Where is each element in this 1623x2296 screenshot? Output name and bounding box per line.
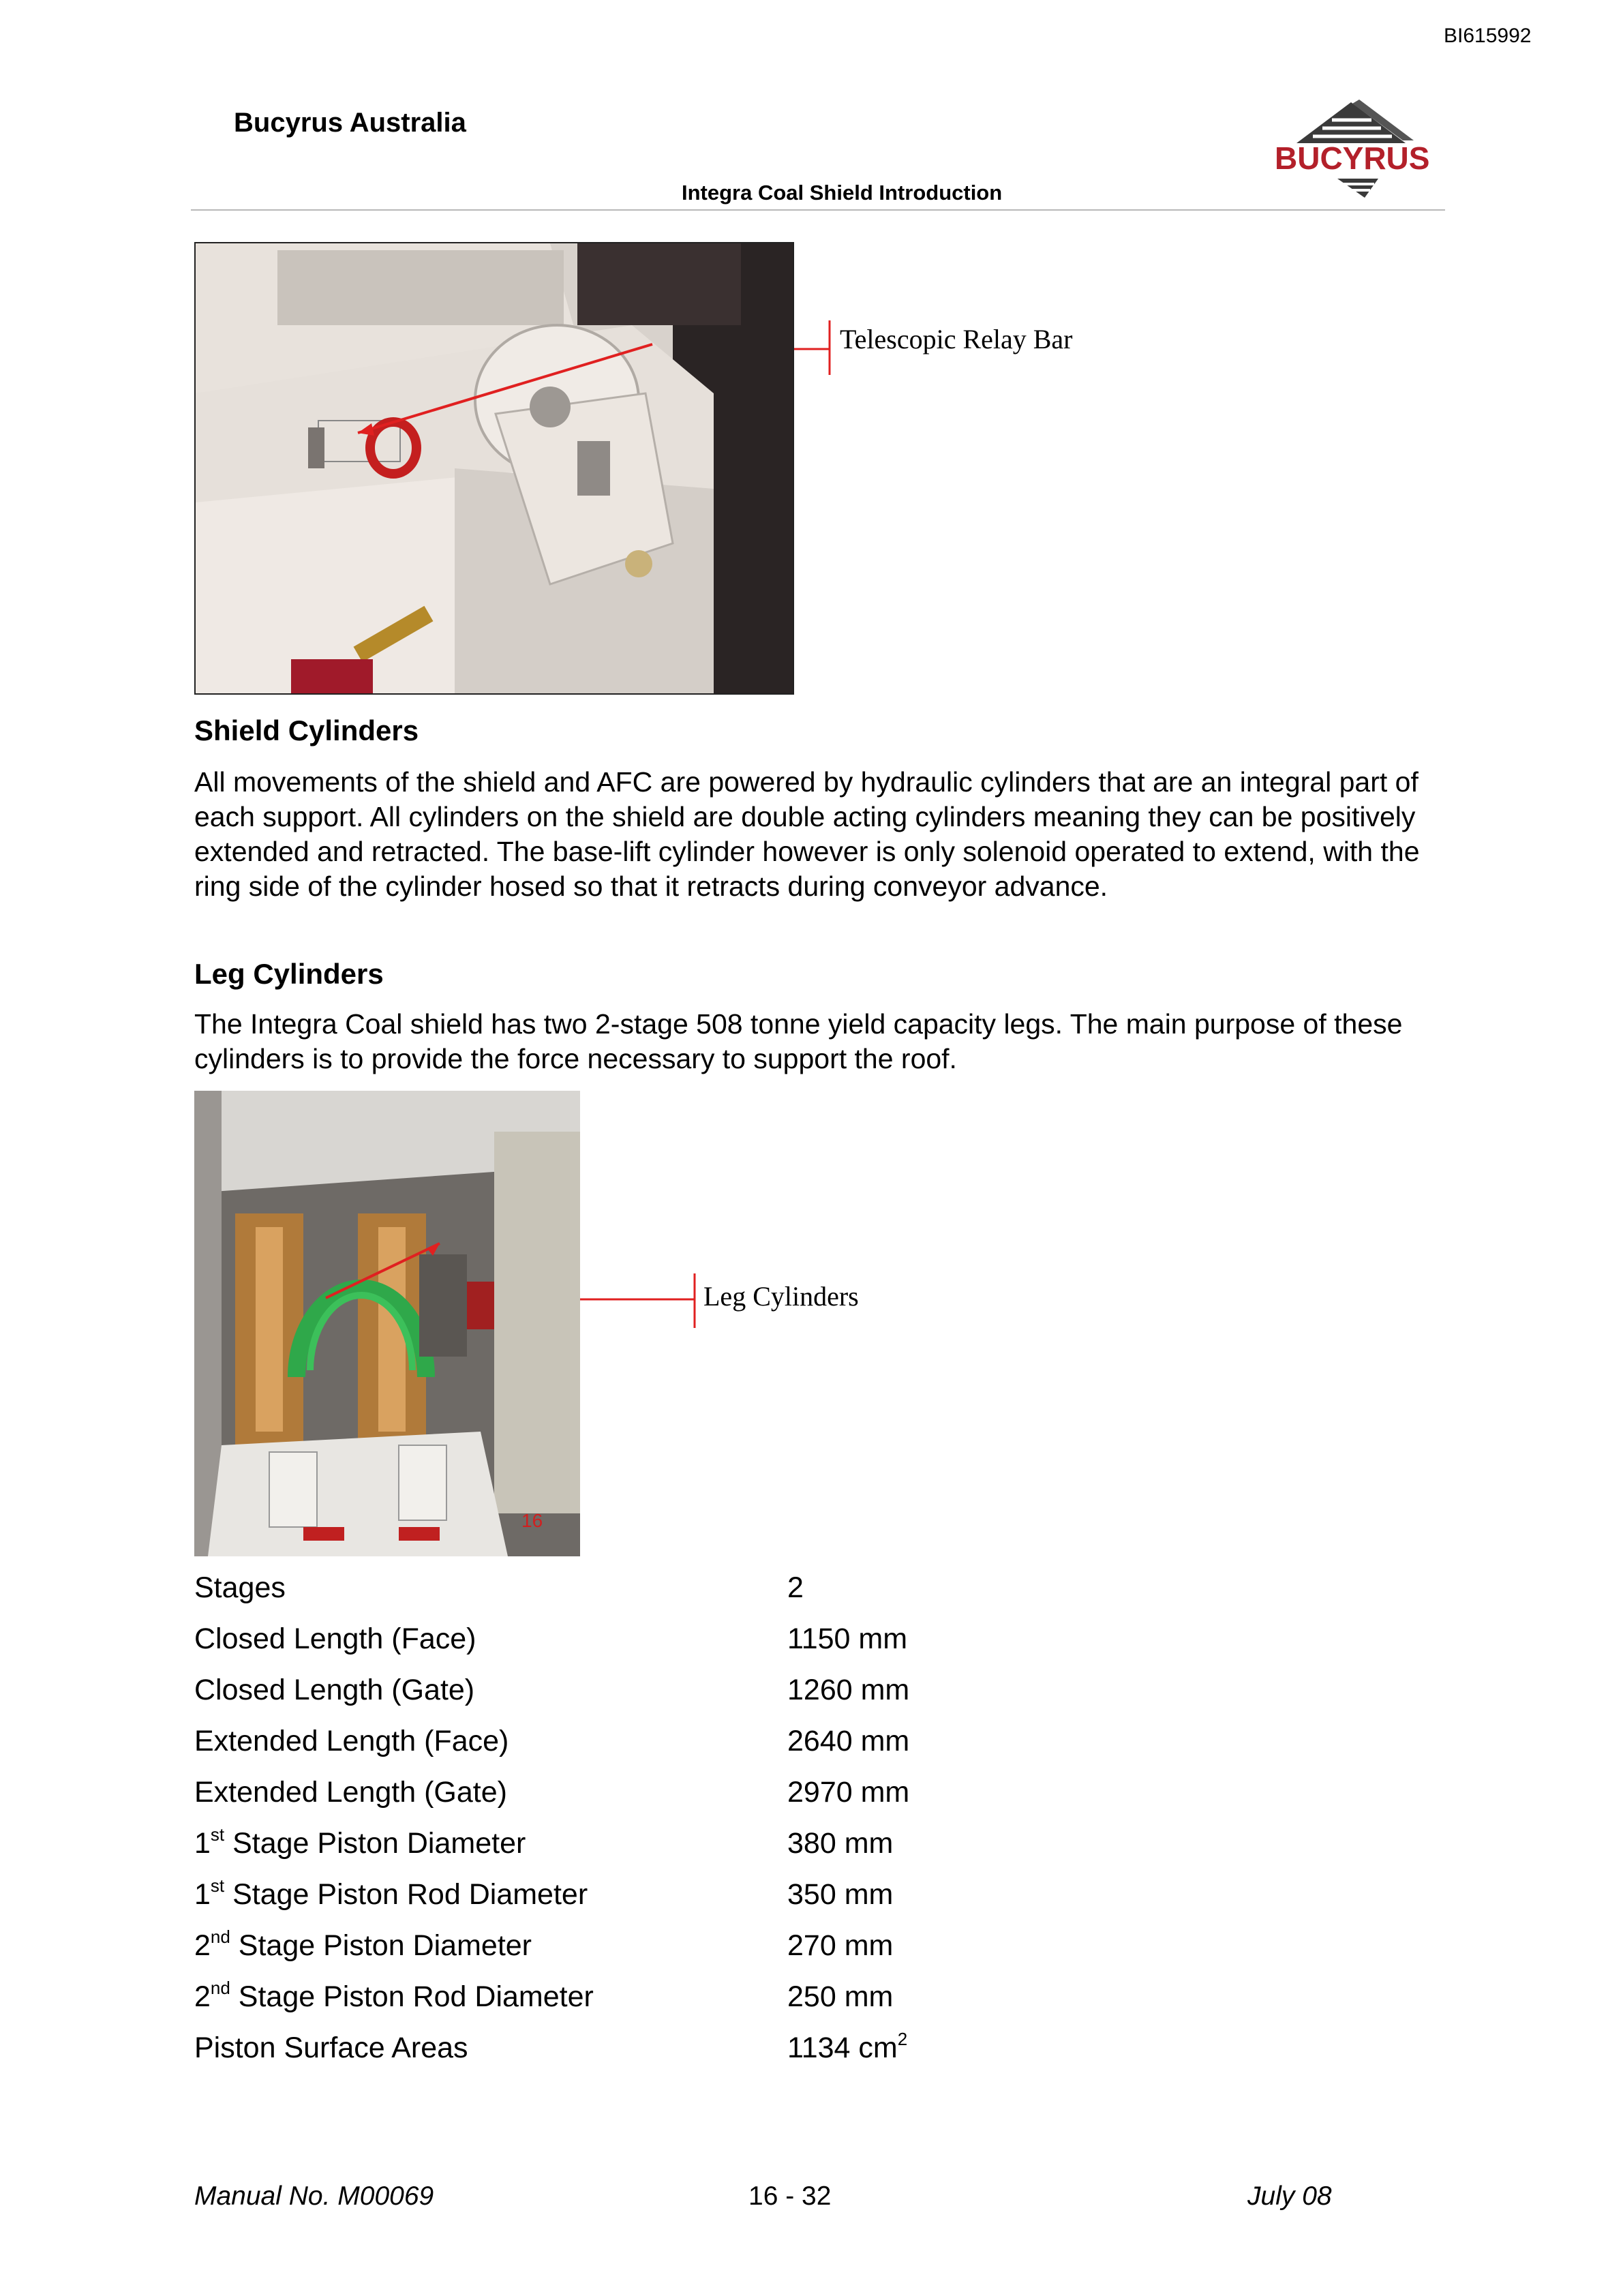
company-name: Bucyrus Australia: [234, 108, 466, 138]
spec-value: 250 mm: [787, 1980, 894, 2013]
footer-date: July 08: [1247, 2181, 1332, 2211]
spec-label: 2nd Stage Piston Rod Diameter: [194, 1978, 594, 2013]
spec-row: [194, 1875, 1080, 1919]
shield-cylinders-heading: Shield Cylinders: [194, 714, 419, 746]
spec-value: 2970 mm: [787, 1776, 910, 1809]
relay-bar-callout: Telescopic Relay Bar: [840, 324, 1073, 354]
leg-cylinders-callout: Leg Cylinders: [703, 1281, 859, 1312]
spec-value: 1260 mm: [787, 1674, 910, 1706]
footer-page-number: 16 - 32: [748, 2181, 832, 2211]
relay-bar-photo: [194, 242, 794, 695]
document-id: BI615992: [1444, 25, 1532, 47]
bucyrus-logo: [1269, 95, 1446, 205]
spec-label: 2nd Stage Piston Diameter: [194, 1927, 532, 1962]
spec-row: [194, 1674, 1080, 1715]
spec-row: [194, 1776, 1080, 1817]
callout-bracket-1: [794, 320, 835, 375]
spec-row: [194, 1622, 1080, 1663]
spec-row: [194, 1824, 1080, 1868]
spec-label: Closed Length (Face): [194, 1622, 476, 1655]
spec-label: Piston Surface Areas: [194, 2031, 468, 2064]
spec-label: Extended Length (Gate): [194, 1776, 507, 1809]
spec-value: 1150 mm: [787, 1622, 908, 1655]
spec-row: [194, 1929, 1080, 1970]
header-rule: [191, 209, 1445, 211]
document-subtitle: Integra Coal Shield Introduction: [682, 181, 1003, 205]
callout-bracket-2: [580, 1273, 700, 1328]
spec-row: [194, 1571, 1080, 1612]
spec-value: 2: [787, 1571, 804, 1604]
spec-value: 2640 mm: [787, 1725, 910, 1757]
logo-wordmark: BUCYRUS: [1275, 140, 1430, 176]
relay-bar-illustration: [196, 243, 793, 693]
spec-value: 350 mm: [787, 1878, 894, 1911]
spec-label: 1st Stage Piston Diameter: [194, 1824, 526, 1860]
spec-row: [194, 1725, 1080, 1766]
leg-cylinders-photo: [194, 1091, 580, 1556]
spec-label: Extended Length (Face): [194, 1725, 509, 1757]
photo-marking: 16: [521, 1510, 543, 1531]
leg-cylinders-paragraph: The Integra Coal shield has two 2-stage 508 tonne yield capacity legs. The main purpose of these cylinders is to provide the force necessary to support the roof.: [194, 1008, 1403, 1074]
spec-value: 380 mm: [787, 1827, 894, 1860]
spec-row: [194, 1980, 1080, 2021]
leg-cylinders-illustration: [194, 1091, 580, 1556]
spec-label: Stages: [194, 1571, 286, 1604]
shield-cylinders-paragraph: All movements of the shield and AFC are powered by hydraulic cylinders that are an integral part of each support. All cylinders on the shield are double acting cylinders meaning they can be positively extended and retracted. The base-lift cylinder however is only solenoid operated to extend, with the ring side of the cylinder hosed so that it retracts during conveyor advance.: [194, 766, 1420, 902]
spec-label: 1st Stage Piston Rod Diameter: [194, 1875, 588, 1911]
leg-cylinders-heading: Leg Cylinders: [194, 958, 384, 990]
footer-manual-number: Manual No. M00069: [194, 2181, 434, 2211]
spec-label: Closed Length (Gate): [194, 1674, 475, 1706]
spec-value: 270 mm: [787, 1929, 894, 1962]
spec-row: [194, 2031, 1080, 2072]
spec-value: 1134 $cm^2$: [787, 2029, 908, 2064]
